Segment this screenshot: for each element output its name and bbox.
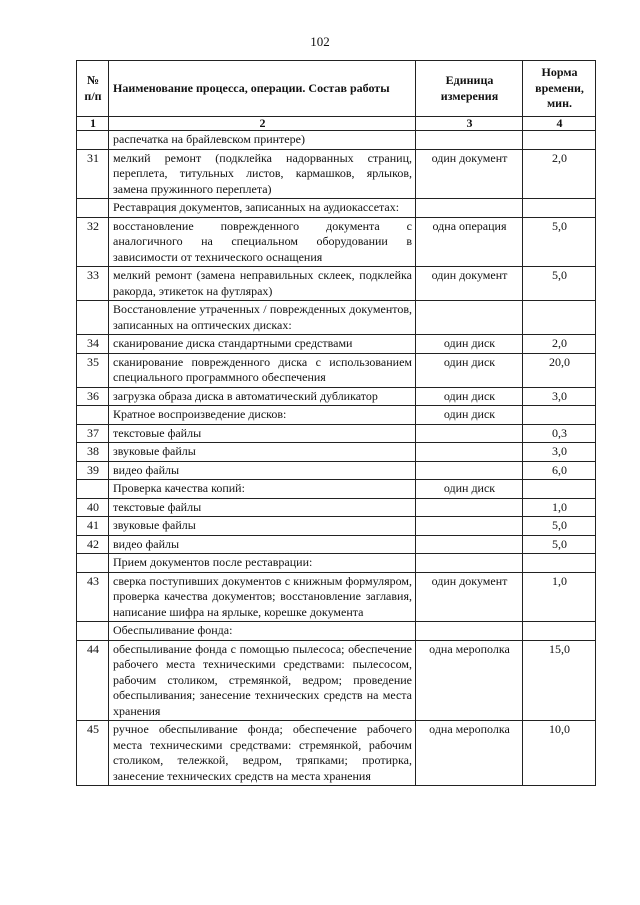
row-process-text: распечатка на брайлевском принтере) [109, 131, 416, 150]
row-number: 40 [77, 498, 109, 517]
row-unit [416, 131, 523, 150]
row-time-norm: 1,0 [523, 498, 596, 517]
row-unit [416, 498, 523, 517]
row-process-text: Восстановление утраченных / поврежденных документов, записанных на оптических дисках: [109, 301, 416, 335]
row-process-text: Прием документов после реставрации: [109, 554, 416, 573]
row-process-text: текстовые файлы [109, 424, 416, 443]
table-row [77, 572, 596, 622]
row-process-text: восстановление поврежденного документа с аналогичного на специальном оборудовании в зависимости от технического оснащения [109, 217, 416, 267]
table-row [77, 199, 596, 218]
row-time-norm: 2,0 [523, 149, 596, 199]
row-time-norm [523, 554, 596, 573]
row-time-norm [523, 301, 596, 335]
row-unit: один документ [416, 572, 523, 622]
row-number: 44 [77, 640, 109, 721]
table-row [77, 461, 596, 480]
row-time-norm: 5,0 [523, 217, 596, 267]
row-time-norm: 5,0 [523, 267, 596, 301]
table-row [77, 424, 596, 443]
table-row [77, 335, 596, 354]
header-row [77, 61, 596, 117]
row-process-text: Обеспыливание фонда: [109, 622, 416, 641]
row-time-norm: 20,0 [523, 353, 596, 387]
table-row [77, 517, 596, 536]
row-number: 34 [77, 335, 109, 354]
row-process-text: загрузка образа диска в автоматический дубликатор [109, 387, 416, 406]
row-number [77, 480, 109, 499]
row-process-text: сверка поступивших документов с книжным формуляром, проверка качества документов; восстановление заглавия, написание шифра на ярлыке, корешке документа [109, 572, 416, 622]
row-process-text: мелкий ремонт (замена неправильных склеек, подклейка ракорда, этикеток на футлярах) [109, 267, 416, 301]
row-unit: один диск [416, 387, 523, 406]
column-number-3: 3 [416, 117, 523, 131]
table-row [77, 131, 596, 150]
row-time-norm [523, 199, 596, 218]
column-number-2: 2 [109, 117, 416, 131]
row-process-text: сканирование поврежденного диска с использованием специального программного обеспечения [109, 353, 416, 387]
row-process-text: Реставрация документов, записанных на аудиокассетах: [109, 199, 416, 218]
column-number-1: 1 [77, 117, 109, 131]
row-time-norm: 3,0 [523, 387, 596, 406]
row-time-norm: 6,0 [523, 461, 596, 480]
row-unit: один диск [416, 353, 523, 387]
page-number: 102 [310, 34, 330, 49]
row-number: 39 [77, 461, 109, 480]
row-process-text: обеспыливание фонда с помощью пылесоса; обеспечение рабочего места техническими средствами: пылесосом, рабочим столиком, стремянкой, ведром; проведение обеспыливания; занесение технических средств на места хранения [109, 640, 416, 721]
row-process-text: видео файлы [109, 535, 416, 554]
header-time-norm: Норма времени, мин. [523, 61, 596, 117]
table-row [77, 406, 596, 425]
table-row [77, 640, 596, 721]
row-process-text: ручное обеспыливание фонда; обеспечение рабочего места техническими средствами: стремянкой, рабочим столиком, тележкой, ведром, тряпками; протирка, занесение технических средств на места хранения [109, 721, 416, 786]
header-unit: Единица измерения [416, 61, 523, 117]
row-number [77, 554, 109, 573]
row-process-text: сканирование диска стандартными средствами [109, 335, 416, 354]
row-unit: одна операция [416, 217, 523, 267]
norms-table [76, 60, 596, 786]
row-number: 45 [77, 721, 109, 786]
table-row [77, 217, 596, 267]
row-number: 37 [77, 424, 109, 443]
row-time-norm [523, 406, 596, 425]
row-time-norm: 0,3 [523, 424, 596, 443]
column-number-row [77, 117, 596, 131]
row-time-norm: 5,0 [523, 517, 596, 536]
row-unit [416, 443, 523, 462]
row-number: 36 [77, 387, 109, 406]
row-number [77, 199, 109, 218]
row-unit [416, 535, 523, 554]
table-row [77, 535, 596, 554]
row-number [77, 301, 109, 335]
row-time-norm [523, 480, 596, 499]
table-row [77, 301, 596, 335]
row-number: 43 [77, 572, 109, 622]
row-time-norm [523, 131, 596, 150]
row-unit [416, 554, 523, 573]
table-row [77, 622, 596, 641]
table-row [77, 480, 596, 499]
row-unit [416, 424, 523, 443]
row-unit [416, 301, 523, 335]
row-unit: один диск [416, 480, 523, 499]
row-time-norm: 3,0 [523, 443, 596, 462]
row-number: 42 [77, 535, 109, 554]
row-number: 41 [77, 517, 109, 536]
row-number [77, 622, 109, 641]
row-unit [416, 461, 523, 480]
table-row [77, 267, 596, 301]
header-process-name: Наименование процесса, операции. Состав работы [109, 61, 416, 117]
table-row [77, 721, 596, 786]
row-unit: один диск [416, 406, 523, 425]
row-time-norm: 5,0 [523, 535, 596, 554]
row-process-text: звуковые файлы [109, 443, 416, 462]
table-row [77, 554, 596, 573]
row-unit: один документ [416, 267, 523, 301]
row-number: 33 [77, 267, 109, 301]
table-row [77, 498, 596, 517]
row-process-text: текстовые файлы [109, 498, 416, 517]
row-unit [416, 199, 523, 218]
row-unit: один диск [416, 335, 523, 354]
table-row [77, 387, 596, 406]
table-row [77, 149, 596, 199]
row-unit [416, 622, 523, 641]
row-number [77, 406, 109, 425]
header-number: № п/п [77, 61, 109, 117]
row-time-norm [523, 622, 596, 641]
row-number: 31 [77, 149, 109, 199]
table-row [77, 443, 596, 462]
row-number: 32 [77, 217, 109, 267]
row-time-norm: 1,0 [523, 572, 596, 622]
row-process-text: мелкий ремонт (подклейка надорванных страниц, переплета, титульных листов, кармашков, ярлыков, замена пружинного переплета) [109, 149, 416, 199]
row-time-norm: 2,0 [523, 335, 596, 354]
row-process-text: звуковые файлы [109, 517, 416, 536]
row-unit: одна мерополка [416, 640, 523, 721]
row-process-text: видео файлы [109, 461, 416, 480]
column-number-4: 4 [523, 117, 596, 131]
row-number: 38 [77, 443, 109, 462]
row-number [77, 131, 109, 150]
row-unit [416, 517, 523, 536]
table-row [77, 353, 596, 387]
row-process-text: Кратное воспроизведение дисков: [109, 406, 416, 425]
row-unit: один документ [416, 149, 523, 199]
row-process-text: Проверка качества копий: [109, 480, 416, 499]
row-time-norm: 15,0 [523, 640, 596, 721]
row-number: 35 [77, 353, 109, 387]
row-unit: одна мерополка [416, 721, 523, 786]
row-time-norm: 10,0 [523, 721, 596, 786]
